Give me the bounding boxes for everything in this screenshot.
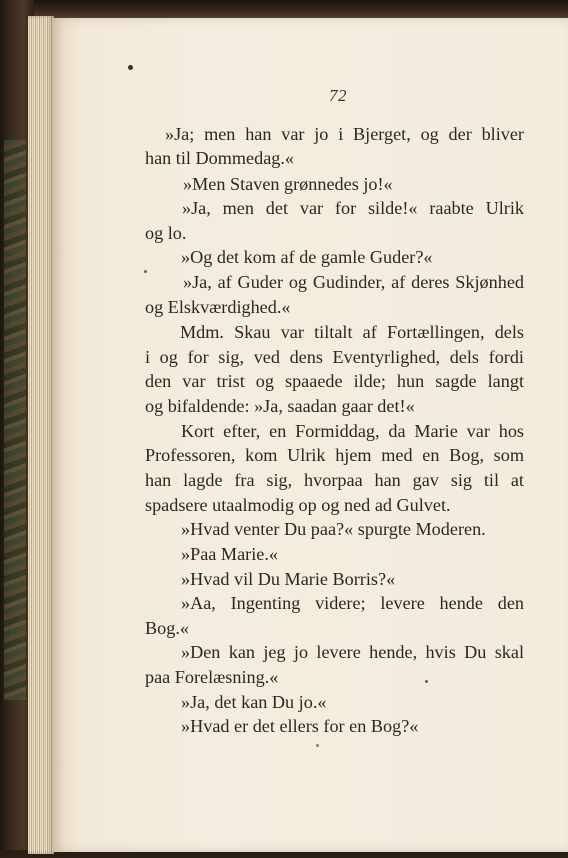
text-line: og Elskværdighed.« bbox=[145, 297, 291, 317]
text-line: Bog.« bbox=[145, 618, 189, 638]
text-line: »Hvad vil Du Marie Borris?« bbox=[181, 569, 396, 589]
text-line: »Hvad er det ellers for en Bog?« bbox=[181, 716, 419, 736]
text-line: og lo. bbox=[145, 223, 187, 243]
text-line: »Ja; men han var jo i Bjerget, og der bliver bbox=[165, 124, 524, 144]
text-line: Kort efter, en Formiddag, da Marie var hos bbox=[181, 421, 524, 441]
text-line: Professoren, kom Ulrik hjem med en Bog, som bbox=[145, 445, 524, 465]
text-line: han til Dommedag.« bbox=[145, 148, 295, 168]
text-line: »Aa, Ingenting videre; levere hende den bbox=[181, 593, 524, 613]
text-line: »Hvad venter Du paa?« spurgte Moderen. bbox=[181, 519, 486, 539]
text-line: »Ja, af Guder og Gudinder, af deres Skjønhed bbox=[183, 272, 524, 292]
text-line: »Den kan jeg jo levere hende, hvis Du skal bbox=[181, 642, 524, 662]
text-line: »Ja, det kan Du jo.« bbox=[181, 692, 327, 712]
text-line: paa Forelæsning.« bbox=[145, 667, 279, 687]
text-line: spadsere utaalmodig op og ned ad Gulvet. bbox=[145, 495, 451, 515]
text-line: den var trist og spaaede ilde; hun sagde langt bbox=[145, 371, 524, 391]
text-line: han lagde fra sig, hvorpaa han gav sig til at bbox=[145, 470, 524, 490]
text-line: »Og det kom af de gamle Guder?« bbox=[181, 247, 433, 267]
page-number: 72 bbox=[329, 86, 347, 105]
text-line: Mdm. Skau var tiltalt af Fortællingen, dels bbox=[180, 322, 524, 342]
text-line: »Men Staven grønnedes jo!« bbox=[183, 174, 393, 194]
text-line: »Paa Marie.« bbox=[181, 544, 278, 564]
text-line: i og for sig, ved dens Eventyrlighed, dels fordi bbox=[145, 347, 524, 367]
text-line: »Ja, men det var for silde!« raabte Ulrik bbox=[182, 198, 524, 218]
text-line: og bifaldende: »Ja, saadan gaar det!« bbox=[145, 396, 415, 416]
